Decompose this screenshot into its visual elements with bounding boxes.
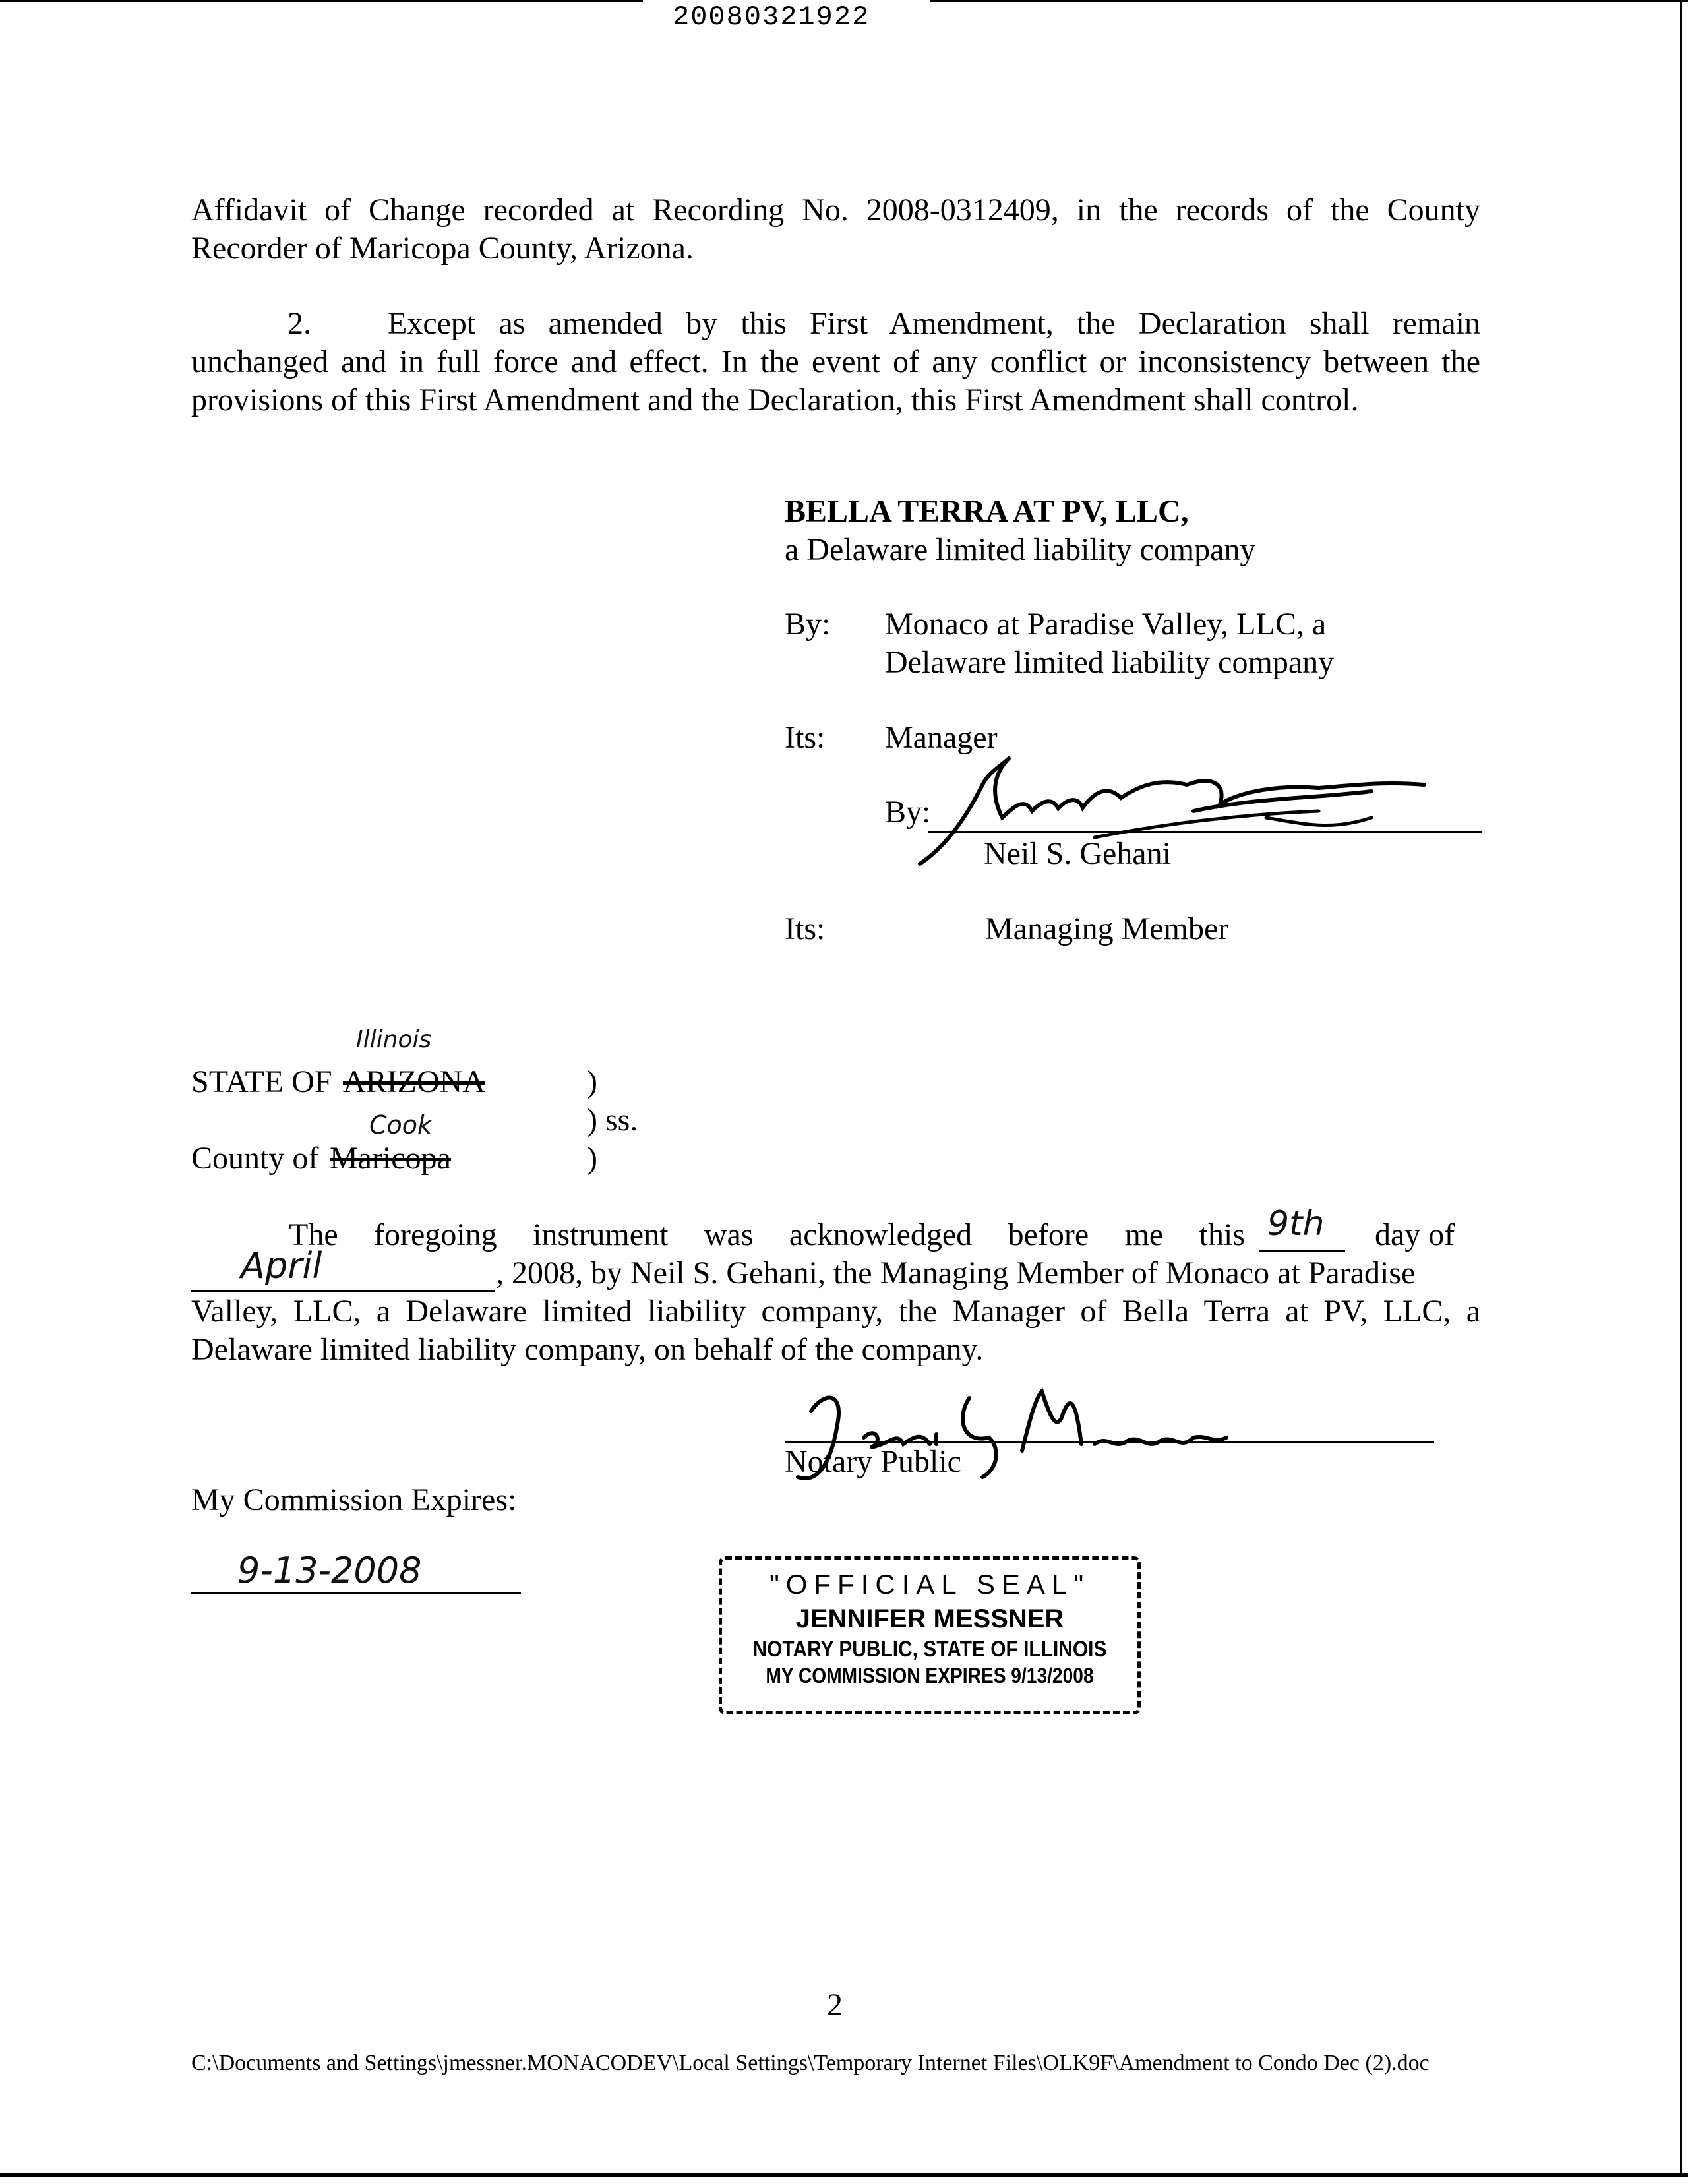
scan-top-border-left [0,0,643,2]
venue-ss: ) ss. [587,1103,638,1138]
state-label: STATE OF [191,1064,332,1099]
company-description: a Delaware limited liability company [785,532,1256,567]
para2-line3: provisions of this First Amendment and the Declaration, this First Amendment shall control. [191,382,1359,417]
commission-date-line [191,1592,521,1594]
ack-line1: The foregoing instrument was acknowledged before me this [289,1217,1245,1252]
by-label: By: [785,607,831,642]
page-number: 2 [827,1987,843,2022]
official-seal-stamp [719,1556,1141,1714]
seal-expiration: MY COMMISSION EXPIRES 9/13/2008 [766,1664,1094,1687]
company-name: BELLA TERRA AT PV, LLC, [785,494,1189,529]
scan-bottom-border [0,2173,1688,2177]
para1-line2: Recorder of Maricopa County, Arizona. [191,231,694,266]
ack-month-handwritten: April [241,1245,322,1287]
sub-by-label: By: [885,795,931,830]
para1-line1: Affidavit of Change recorded at Recording No. 2008-0312409, in the records of the County [191,193,1480,228]
by-line1: Monaco at Paradise Valley, LLC, a [885,607,1327,642]
ack-line3: Valley, LLC, a Delaware limited liability company, the Manager of Bella Terra at PV, LLC, a [191,1294,1480,1329]
seal-state: NOTARY PUBLIC, STATE OF ILLINOIS [752,1637,1107,1662]
seal-title: "OFFICIAL SEAL" [769,1569,1091,1600]
by-line2: Delaware limited liability company [885,645,1335,680]
notary-public-label: Notary Public [785,1444,961,1479]
sub-its-value: Managing Member [985,911,1229,946]
venue-paren-1: ) [587,1064,597,1099]
sub-its-label: Its: [785,911,826,946]
its-value: Manager [885,720,998,755]
para2-line2: unchanged and in full force and effect. In the event of any conflict or inconsistency between the [191,344,1480,379]
ack-day-handwritten: 9th [1267,1204,1325,1244]
ack-day-line [1259,1250,1345,1252]
recording-number: 20080321922 [673,1,870,33]
ack-line4: Delaware limited liability company, on behalf of the company. [191,1332,984,1367]
county-handwritten: Cook [369,1110,433,1139]
notary-signature [771,1372,1233,1503]
commission-label: My Commission Expires: [191,1482,517,1517]
seal-notary-name: JENNIFER MESSNER [795,1604,1064,1633]
county-original-struck: Maricopa [330,1141,451,1176]
ack-month-line [191,1290,495,1292]
scan-right-border [1680,0,1682,2176]
commission-date-handwritten: 9-13-2008 [237,1550,422,1591]
county-label: County of [191,1141,319,1176]
para2-number: 2. [287,306,311,341]
state-handwritten: Illinois [356,1026,432,1053]
venue-paren-3: ) [587,1141,597,1176]
state-original-struck: ARIZONA [343,1064,485,1099]
file-path-footer: C:\Documents and Settings\jmessner.MONACODEV\Local Settings\Temporary Internet Files\OLK9F\Amendment to Condo Dec (2).doc [191,2051,1430,2075]
signer-signature [910,745,1451,877]
its-label: Its: [785,720,826,755]
ack-line2: , 2008, by Neil S. Gehani, the Managing Member of Monaco at Paradise [496,1256,1416,1290]
para2-line1: Except as amended by this First Amendment, the Declaration shall remain [388,306,1480,341]
ack-line1-end: day of [1375,1217,1455,1252]
scan-top-border-right [930,0,1688,2]
signer-name: Neil S. Gehani [984,836,1171,871]
